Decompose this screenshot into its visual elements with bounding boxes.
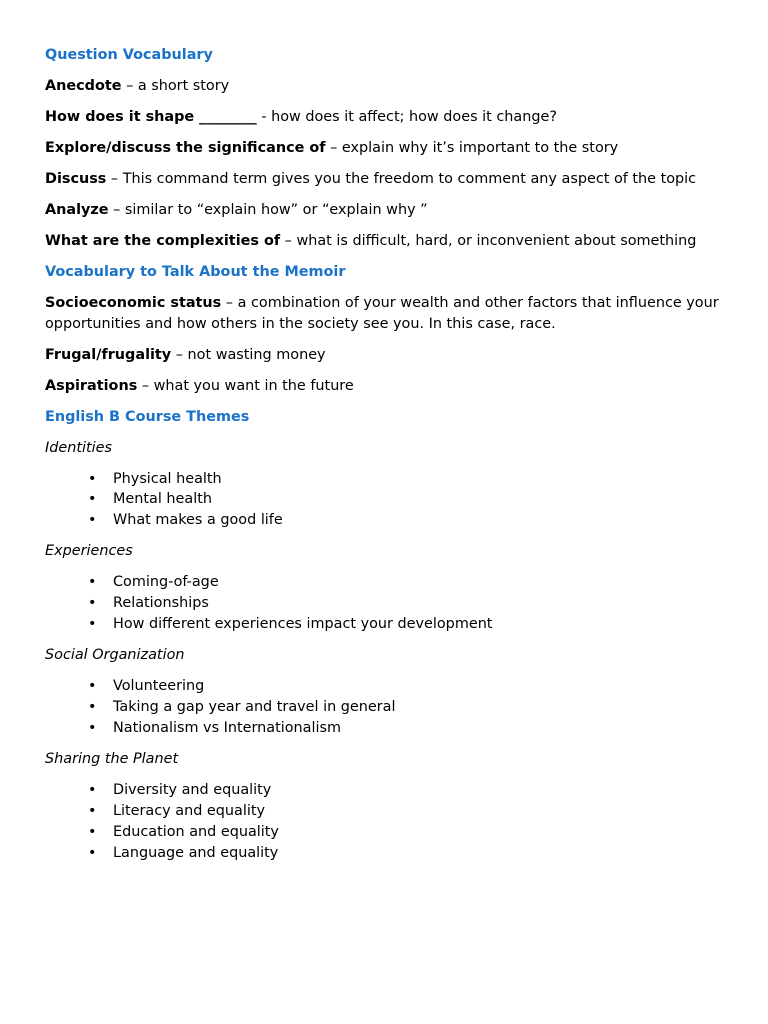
vocab-definition: – similar to “explain how” or “explain why ” (108, 202, 428, 218)
vocab-definition: – not wasting money (171, 346, 326, 363)
vocab-entry (45, 169, 725, 190)
bullet-glyph: • (88, 699, 97, 716)
vocab-term: Frugal/frugality (45, 346, 172, 363)
vocab-definition: – what is difficult, hard, or inconvenient about something (280, 233, 697, 249)
theme-title: Experiences (45, 543, 133, 560)
list-item-text: Relationships (113, 595, 209, 612)
theme-title: Identities (45, 439, 112, 456)
theme-title: Social Organization (45, 647, 185, 664)
theme-bullet-list (45, 469, 725, 531)
list-item-text: Language and equality (113, 844, 279, 861)
list-item (45, 780, 725, 801)
vocab-term: Socioeconomic status (45, 295, 222, 311)
vocab-definition: – what you want in the future (137, 377, 354, 394)
question-vocabulary-heading: Question Vocabulary (45, 47, 213, 63)
vocab-entry (45, 293, 725, 334)
vocab-term: How does it shape ________ (45, 109, 257, 125)
bullet-glyph: • (88, 802, 97, 819)
list-item (45, 822, 725, 843)
document-page (45, 45, 725, 874)
list-item (45, 801, 725, 822)
bullet-glyph: • (88, 782, 97, 799)
vocab-definition: – This command term gives you the freedom to comment any aspect of the topic (106, 171, 697, 187)
bullet-glyph: • (88, 823, 97, 840)
bullet-glyph: • (88, 595, 97, 612)
bullet-glyph: • (88, 678, 97, 695)
theme-bullet-list (45, 572, 725, 634)
list-item-text: Physical health (113, 470, 222, 487)
bullet-glyph: • (88, 491, 97, 508)
vocab-entry (45, 76, 725, 97)
list-item-text: Education and equality (113, 823, 279, 840)
vocab-term: Analyze (45, 202, 109, 218)
memoir-vocabulary-heading: Vocabulary to Talk About the Memoir (45, 264, 346, 280)
bullet-glyph: • (88, 844, 97, 861)
vocab-term: What are the complexities of (45, 233, 281, 249)
list-item (45, 614, 725, 635)
vocab-definition: - how does it affect; how does it change? (256, 109, 557, 125)
bullet-glyph: • (88, 512, 97, 529)
bullet-glyph: • (88, 470, 97, 487)
vocab-entry (45, 107, 725, 128)
list-item-text: Nationalism vs Internationalism (113, 719, 342, 736)
vocab-definition: – a short story (121, 78, 230, 94)
list-item (45, 510, 725, 531)
list-item-text: Literacy and equality (113, 802, 265, 819)
list-item-text: How different experiences impact your development (113, 615, 493, 632)
list-item (45, 697, 725, 718)
theme-bullet-list (45, 780, 725, 863)
list-item (45, 843, 725, 864)
vocab-definition: – a combination of your wealth and other factors that influence your opportunities and how others in the society see you. In this case, race. (45, 295, 719, 332)
vocab-entry (45, 200, 725, 221)
bullet-glyph: • (88, 615, 97, 632)
vocab-entry (45, 345, 725, 366)
vocab-definition: – explain why it’s important to the story (325, 140, 619, 156)
list-item-text: Taking a gap year and travel in general (113, 699, 396, 716)
list-item (45, 469, 725, 490)
list-item (45, 593, 725, 614)
vocab-term: Explore/discuss the significance of (45, 140, 326, 156)
list-item (45, 718, 725, 739)
list-item (45, 676, 725, 697)
theme-title: Sharing the Planet (45, 751, 179, 768)
list-item-text: Coming-of-age (113, 574, 219, 591)
list-item (45, 489, 725, 510)
vocab-term: Aspirations (45, 377, 138, 394)
vocab-term: Anecdote (45, 78, 122, 94)
course-themes-heading: English B Course Themes (45, 408, 250, 425)
vocab-term: Discuss (45, 171, 107, 187)
theme-bullet-list (45, 676, 725, 738)
list-item (45, 572, 725, 593)
list-item-text: Mental health (113, 491, 212, 508)
list-item-text: What makes a good life (113, 512, 283, 529)
vocab-entry (45, 376, 725, 397)
bullet-glyph: • (88, 574, 97, 591)
list-item-text: Diversity and equality (113, 782, 272, 799)
list-item-text: Volunteering (113, 678, 205, 695)
bullet-glyph: • (88, 719, 97, 736)
vocab-entry (45, 231, 725, 252)
vocab-entry (45, 138, 725, 159)
